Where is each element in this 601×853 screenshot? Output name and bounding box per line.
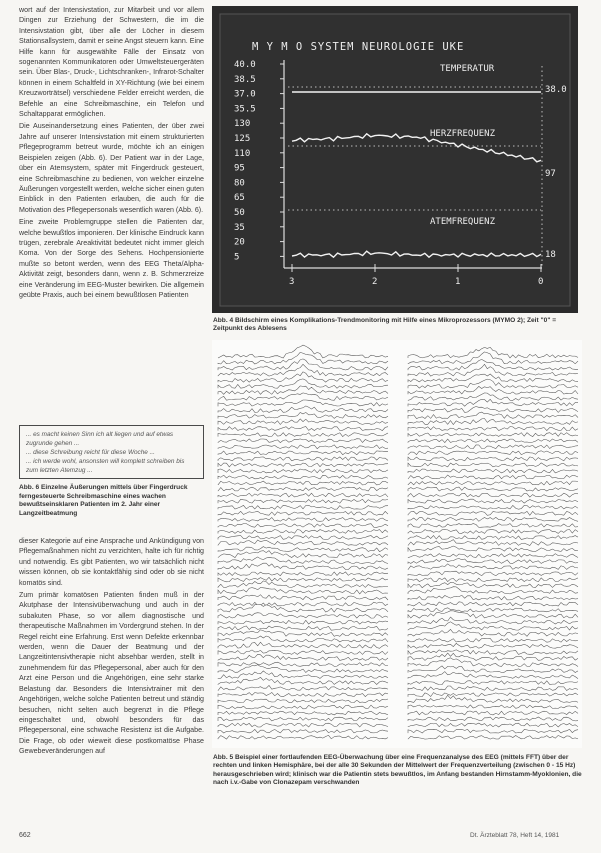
spectrum-row-R: [408, 499, 578, 503]
body-text-bottom: [19, 536, 204, 759]
spectrum-row-L: [218, 463, 388, 467]
readout-temperatur: 38.0: [545, 85, 567, 95]
spectrum-row-R: [408, 493, 578, 497]
spectrum-row-L: [218, 536, 388, 540]
spectrum-row-L: [218, 400, 388, 406]
paragraph: Zum primär komatösen Patienten finden muß in der Akutphase der Intensivüberwachung und auch in der subakuten Phase, so vor allem diagnostische und therapeutische Maßnahmen im Vordergrund stehen. In der Regel reicht eine Erfahrung. Erst wenn Defekte erkennbar werden, wenn die Dauer der Beatmung und der Langzeitintensivtherapie nicht absehbar werden, stellt in zunehmendem für das Pflegepersonal, aber auch für den Arzt eine Person und die Angehörigen, eine sehr starke Belastung dar. Besonders die Intensivtrainer mit den Angehörigen, welche solche Patienten betreut und ständig besuchen, nicht selten auch begrenzt in die Pflege eingeschaltet und, obwohl besonders für das Pflegepersonal, eine schwache Resistenz ist die Aufgabe. Die Frage, ob oder wieweit diese postkomatöse Phase Gewebeveränderungen auf: [19, 591, 204, 756]
y-tick-label: 5: [234, 252, 240, 263]
spectrum-row-R: [408, 487, 578, 491]
y-tick-label: 110: [234, 148, 251, 159]
quote-line: ... diese Schreibung reicht für diese Woche ...: [26, 449, 155, 456]
spectrum-row-L: [218, 481, 388, 485]
spectrum-row-L: [218, 705, 388, 709]
spectrum-row-R: [408, 530, 578, 534]
center-gap: [391, 340, 405, 748]
spectrum-row-L: [218, 469, 388, 473]
page-number: 662: [19, 832, 31, 839]
spectrum-row-L: [218, 511, 388, 515]
spectrum-row-R: [408, 524, 578, 528]
spectrum-row-L: [218, 475, 388, 479]
y-tick-label: 125: [234, 134, 251, 144]
spectrum-row-L: [218, 717, 388, 721]
spectrum-row-R: [408, 451, 578, 455]
spectrum-row-R: [408, 427, 578, 431]
spectrum-row-L: [218, 636, 388, 642]
spectrum-row-R: [408, 650, 578, 655]
spectrum-row-L: [218, 406, 388, 413]
spectrum-row-R: [408, 517, 578, 521]
spectrum-row-L: [218, 505, 388, 509]
spectrum-row-L: [218, 433, 388, 437]
spectrum-row-L: [218, 540, 388, 546]
spectrum-row-L: [218, 654, 388, 660]
spectrum-row-R: [408, 445, 578, 449]
body-text-top: [19, 5, 204, 302]
spectrum-row-L: [218, 662, 388, 666]
x-tick-label: 1: [455, 277, 461, 287]
spectrum-row-R: [408, 564, 578, 570]
monitor-screen: [212, 6, 578, 313]
y-tick-label: 130: [234, 119, 251, 130]
spectrum-row-L: [218, 493, 388, 497]
y-tick-label: 65: [234, 193, 245, 204]
y-tick-label: 37.0: [234, 89, 256, 100]
spectrum-row-R: [408, 469, 578, 473]
spectrum-row-R: [408, 433, 578, 437]
spectrum-row-R: [408, 693, 578, 697]
spectrum-row-L: [218, 427, 388, 431]
trend-monitor-figure: [212, 6, 578, 313]
y-tick-label: 95: [234, 163, 245, 174]
spectrum-row-L: [218, 530, 388, 534]
paragraph: dieser Kategorie auf eine Ansprache und Ankündigung von Pflegemaßnahmen nicht zu verzichten, halte ich für richtig und notwendig. Es gibt Patienten, wo wir tatsächlich nicht wissen können, ob sie kontaktfähig sind oder ob sie nicht komatös sind.: [19, 537, 204, 587]
spectrum-row-R: [408, 729, 578, 733]
spectrum-row-L: [218, 595, 388, 600]
spectrum-row-R: [408, 643, 578, 648]
paragraph: Die Auseinandersetzung eines Patienten, der über zwei Jahre auf unserer Intensivstation mit einem strukturierten Pflegeprogramm betreut wurde, möchte ich an einigen Beispielen zeigen (Abb. 6). Der Patient war in der Lage, über ein Atemsystem, später mit Fingerdruck gesteuert, eine Schreibmaschine zu bedienen, von welcher einzelne Äußerungen vorgestellt werden, welche sicher einen guten Einblick in den Patienten erlauben, die auch für die Motivation des Pflegepersonals wesentlich waren (Abb. 6).: [19, 122, 204, 214]
spectrum-row-L: [218, 524, 388, 528]
quote-line: ... es macht keinen Sinn ich alt liegen und auf etwas zugrunde gehen ...: [26, 431, 174, 447]
spectrum-row-L: [218, 685, 388, 690]
spectrum-row-L: [218, 613, 388, 618]
spectrum-row-L: [218, 487, 388, 491]
spectrum-row-R: [408, 653, 578, 660]
spectrum-row-R: [408, 463, 578, 467]
readout-herzfrequenz: 97: [545, 169, 556, 179]
spectrum-row-R: [408, 686, 578, 691]
spectrum-row-L: [218, 439, 388, 443]
spectrum-row-R: [408, 582, 578, 588]
spectrum-row-L: [218, 693, 388, 697]
readout-atemfrequenz: 18: [545, 250, 556, 260]
spectrum-row-R: [408, 587, 578, 594]
spectrum-row-L: [218, 642, 388, 648]
spectrum-row-L: [218, 602, 388, 606]
spectrum-row-L: [218, 518, 388, 522]
spectrum-row-L: [218, 723, 388, 727]
spectrum-row-L: [218, 451, 388, 455]
spectrum-row-R: [408, 540, 578, 546]
y-tick-label: 40.0: [234, 60, 256, 70]
quote-line: ... ich werde wohl, ansonsten will komplett schreiben bis zum letzten Atemzug ...: [26, 458, 185, 474]
spectrum-row-L: [218, 499, 388, 503]
spectrum-row-L: [218, 572, 388, 576]
y-tick-label: 35: [234, 222, 245, 233]
spectrum-row-L: [218, 588, 388, 594]
spectrum-row-R: [408, 666, 578, 673]
spectrum-row-R: [408, 672, 578, 679]
paragraph: Eine zweite Problemgruppe stellen die Patienten dar, welche bewußtlos imponieren. Der klinische Eindruck kann trügen, zerebrale Areaktivität bedeutet nicht immer gleich Koma. Von der Sorge des Sehens. Hochpensionierte mußte so betont werden, wenn des EEG Theta/Alpha-Aktivität zeigt, besonders dann, wenn z. B. Schmerzreize eine Veränderung im EEG-Muster bewirken. Die allgemein geübte Praxis, auch bei einem bewußtlosen Patienten: [19, 218, 204, 299]
spectrum-row-L: [218, 412, 388, 418]
spectrum-row-L: [218, 620, 388, 624]
monitor-title: M Y M O SYSTEM NEUROLOGIE UKE: [252, 41, 465, 53]
spectrum-row-R: [408, 505, 578, 509]
spectrum-row-L: [218, 735, 388, 739]
label-temperatur: TEMPERATUR: [440, 64, 495, 74]
spectrum-row-R: [408, 439, 578, 443]
spectrum-row-R: [408, 608, 578, 612]
spectrum-row-L: [218, 457, 388, 461]
y-tick-label: 80: [234, 178, 245, 189]
x-tick-label: 3: [289, 277, 295, 287]
x-tick-label: 2: [372, 277, 378, 287]
y-tick-label: 20: [234, 237, 245, 248]
spectrum-row-R: [408, 554, 578, 558]
spectrum-row-R: [408, 735, 578, 739]
spectrum-row-L: [218, 557, 388, 564]
spectrum-row-R: [408, 681, 578, 685]
spectrum-row-L: [218, 711, 388, 715]
spectrum-row-L: [218, 547, 388, 552]
spectrum-row-L: [218, 551, 388, 558]
label-atemfrequenz: ATEMFREQUENZ: [430, 217, 496, 227]
spectrum-row-R: [408, 419, 578, 425]
figure-6-caption: Abb. 6 Einzelne Äußerungen mittels über Fingerdruck ferngesteuerte Schreibmaschine eines wachen bewußtseinsklaren Patienten im 2. Jahr einer Langzeitbeatmung: [19, 484, 188, 517]
y-tick-label: 50: [234, 208, 245, 218]
spectrum-row-R: [408, 629, 578, 636]
eeg-spectral-figure: [212, 340, 582, 748]
spectrum-row-R: [408, 571, 578, 576]
spectrum-row-L: [218, 577, 388, 582]
spectrum-row-R: [408, 559, 578, 564]
spectrum-row-R: [408, 602, 578, 606]
spectrum-row-L: [218, 581, 388, 588]
spectrum-row-L: [218, 630, 388, 637]
spectrum-row-R: [408, 546, 578, 552]
spectrum-row-L: [218, 650, 388, 655]
spectrum-row-R: [408, 705, 578, 709]
x-tick-label: 0: [538, 277, 544, 287]
spectrum-row-R: [408, 595, 578, 600]
spectrum-row-R: [408, 475, 578, 479]
label-herzfrequenz: HERZFREQUENZ: [430, 129, 496, 139]
spectrum-row-L: [218, 419, 388, 425]
quote-box: [19, 425, 204, 479]
spectrum-row-R: [408, 511, 578, 515]
screen-bezel: [220, 14, 570, 306]
spectrum-row-L: [218, 729, 388, 733]
spectrum-row-L: [218, 626, 388, 630]
spectrum-row-L: [218, 699, 388, 703]
spectrum-row-L: [218, 445, 388, 449]
y-tick-label: 38.5: [234, 74, 256, 85]
spectrum-row-R: [408, 717, 578, 721]
spectrum-row-R: [408, 723, 578, 727]
spectrum-row-R: [408, 578, 578, 582]
spectrum-row-R: [408, 617, 578, 624]
figure-4-caption: Abb. 4 Bildschirm eines Komplikations-Trendmonitoring mit Hilfe eines Mikroprozessors (MYMO 2); Zeit "0" = Zeitpunkt des Ablesens: [213, 317, 557, 333]
spectrum-row-R: [408, 407, 578, 413]
y-tick-label: 35.5: [234, 104, 256, 115]
spectrum-row-R: [408, 457, 578, 461]
spectrum-row-R: [408, 481, 578, 485]
spectrum-row-R: [408, 536, 578, 540]
figure-5-caption: Abb. 5 Beispiel einer fortlaufenden EEG-Überwachung über eine Frequenzanalyse des EEG (mittels FFT) über der rechten und linken Hemisphäre, bei der alle 30 Sekunden der Mittelwert der Frequenzverteilung (zwischen 0 - 15 Hz) herausgeschrieben wird; klinisch war die Patientin stets bewußtlos, im Anfang bestanden Hirnstamm-Myoklonien, die nach i.v.-Gabe von Clonazepam verschwanden: [213, 754, 582, 787]
spectrum-row-R: [408, 638, 578, 642]
spectrum-row-R: [408, 711, 578, 715]
spectrum-row-R: [408, 412, 578, 418]
spectrum-row-R: [408, 347, 578, 358]
journal-footer: Dt. Ärzteblatt 78, Heft 14, 1981: [470, 832, 560, 839]
eeg-plot: [212, 340, 582, 748]
spectrum-row-L: [218, 563, 388, 570]
paragraph: wort auf der Intensivstation, zur Mitarbeit und vor allem Dingen zur Erziehung der Schwestern, die im die Intensivstation gibt, über alle der Löcher in diesem Stationsallsystem, damit er seine Angst steuern kann. Eine Hilfe kann für ausgewählte Fälle der Einsatz von sogenannten Kommunikatoren oder Umweltsteuergeräten sein. Über Blas-, Druck-, Lichtschranken-, Infrarot-Schalter können in einem Schaltfeld in XY-Richtung (wie bei einem Kreuzworträtsel) verschiedene Felder erreicht werden, die Befehle an eine Schreibmaschine, ein Telefon und Schaltapparat ermöglichen.: [19, 6, 204, 119]
